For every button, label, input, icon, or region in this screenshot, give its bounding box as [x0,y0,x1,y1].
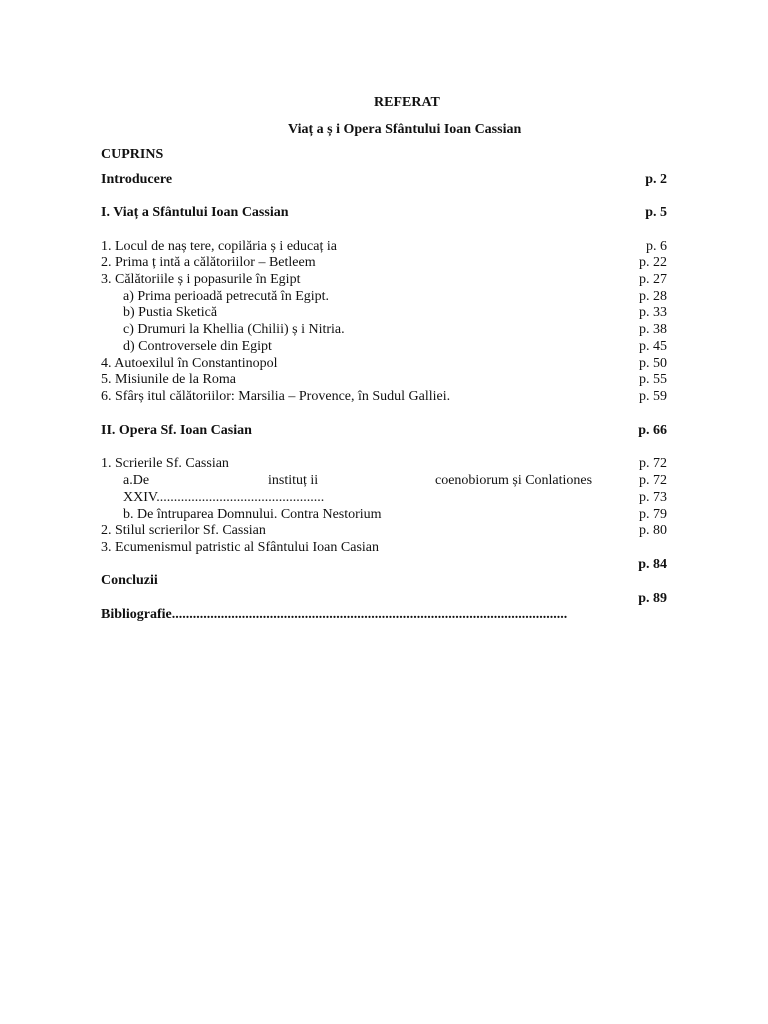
toc-subitem-page: p. 73 [639,490,667,505]
toc-item-label: 3. Călătoriile ș i popasurile în Egipt [101,272,301,287]
toc-item-page: p. 72 [639,456,667,471]
toc-subitem-word: a.De [123,473,150,488]
toc-item-label: 1. Scrierile Sf. Cassian [101,456,229,471]
toc-subitem-label: b. De întruparea Domnului. Contra Nestorium [123,507,382,522]
document-title: REFERAT [374,95,440,110]
toc-subitem-page: p. 45 [639,339,667,354]
toc-subitem-label: c) Drumuri la Khellia (Chilii) ș i Nitria. [123,322,345,337]
toc-subitem-label: XXIV................................................ [123,490,325,505]
toc-item-page: p. 22 [639,255,667,270]
toc-item-label: 5. Misiunile de la Roma [101,372,236,387]
toc-item-page: p. 27 [639,272,667,287]
toc-intro-page: p. 2 [645,172,667,187]
toc-subitem-page: p. 72 [639,473,667,488]
toc-item-label: 2. Prima ț intă a călătoriilor – Betleem [101,255,316,270]
toc-bibliography-label: Bibliografie................................................................................................................. [101,607,568,622]
toc-item-page: p. 59 [639,389,667,404]
toc-subitem-label: a) Prima perioadă petrecută în Egipt. [123,289,330,304]
toc-item-page: p. 6 [646,239,667,254]
toc-intro-label: Introducere [101,172,173,187]
toc-item-label: 4. Autoexilul în Constantinopol [101,356,278,371]
toc-subitem-word: coenobiorum și Conlationes [435,473,593,488]
toc-item-label: 1. Locul de naș tere, copilăria ș i educaț ia [101,239,337,254]
toc-item-page: p. 50 [639,356,667,371]
toc-item-page: p. 80 [639,523,667,538]
toc-subitem-page: p. 38 [639,322,667,337]
toc-item-label: 3. Ecumenismul patristic al Sfântului Ioan Casian [101,540,379,555]
toc-part1-label: I. Viaț a Sfântului Ioan Cassian [101,205,289,220]
toc-subitem-page: p. 79 [639,507,667,522]
toc-item-label: 6. Sfârș itul călătoriilor: Marsilia – Provence, în Sudul Galliei. [101,389,451,404]
toc-subitem-page: p. 28 [639,289,667,304]
toc-subitem-label: b) Pustia Sketică [123,305,218,320]
toc-item-label: 2. Stilul scrierilor Sf. Cassian [101,523,266,538]
toc-part2-label: II. Opera Sf. Ioan Casian [101,423,252,438]
toc-conclusions-page: p. 84 [638,557,667,572]
toc-bibliography-page: p. 89 [638,591,667,606]
toc-part2-page: p. 66 [638,423,667,438]
toc-conclusions-label: Concluzii [101,573,158,588]
toc-subitem-word: instituț ii [268,473,319,488]
toc-subitem-label: d) Controversele din Egipt [123,339,272,354]
document-subtitle: Viaț a ș i Opera Sfântului Ioan Cassian [288,122,522,137]
toc-part1-page: p. 5 [645,205,667,220]
toc-subitem-page: p. 33 [639,305,667,320]
contents-heading: CUPRINS [101,147,164,162]
toc-item-page: p. 55 [639,372,667,387]
